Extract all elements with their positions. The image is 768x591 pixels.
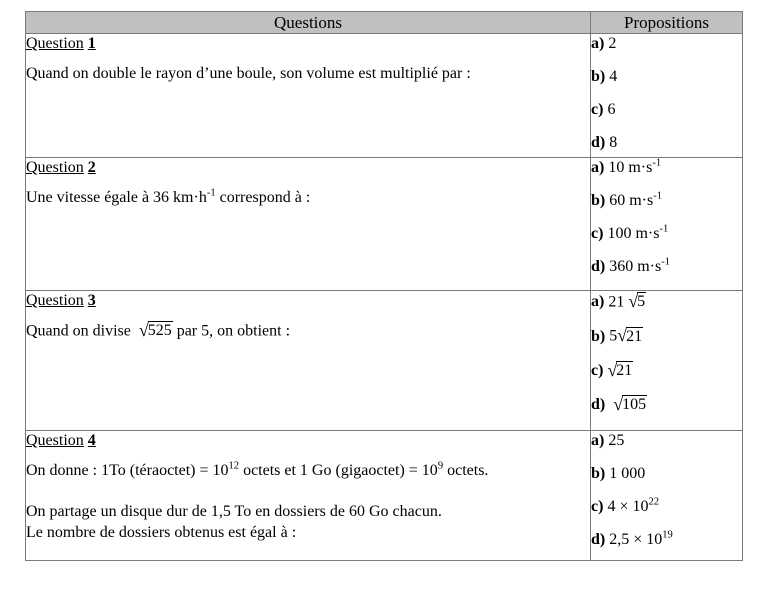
proposition-label: b) bbox=[591, 68, 606, 85]
proposition-item bbox=[591, 34, 742, 54]
proposition-item bbox=[591, 325, 742, 346]
proposition-value: 100 m·s bbox=[607, 225, 660, 242]
radical-sign: √ bbox=[138, 320, 149, 340]
radicand: 21 bbox=[626, 327, 643, 345]
question-text-part: par 5, on obtient : bbox=[176, 322, 291, 340]
question-text-part: correspond à : bbox=[219, 189, 311, 206]
question-cell-1 bbox=[26, 34, 591, 158]
proposition-coefficient: 21 bbox=[608, 293, 625, 311]
propositions-cell-3 bbox=[591, 291, 743, 431]
radical-sign: √ bbox=[607, 359, 618, 380]
question-text-part: Quand on divise bbox=[26, 322, 131, 340]
proposition-item bbox=[591, 158, 742, 178]
table-row bbox=[26, 431, 743, 561]
proposition-value: 4 bbox=[609, 68, 618, 85]
proposition-value: 8 bbox=[609, 134, 618, 151]
proposition-item bbox=[591, 100, 742, 120]
radical-sign: √ bbox=[628, 291, 639, 311]
radicand: 105 bbox=[622, 396, 647, 414]
proposition-item bbox=[591, 360, 742, 381]
question-text-2 bbox=[26, 187, 590, 208]
square-root-expression bbox=[617, 325, 643, 346]
question-cell-4 bbox=[26, 431, 591, 561]
radicand: 525 bbox=[147, 322, 172, 340]
proposition-value: 10 m·s bbox=[608, 159, 653, 176]
proposition-item bbox=[591, 191, 742, 211]
exponent: 12 bbox=[228, 460, 240, 472]
exponent: 22 bbox=[648, 496, 660, 508]
question-text-part: Une vitesse égale à 36 km·h bbox=[26, 189, 207, 206]
header-questions: Questions bbox=[26, 12, 591, 34]
question-text-part: On donne : 1To (téraoctet) = 10 bbox=[26, 462, 229, 479]
proposition-label: c) bbox=[591, 498, 604, 515]
proposition-label: c) bbox=[591, 361, 604, 379]
radical-sign: √ bbox=[617, 325, 628, 346]
proposition-value: 4 × 10 bbox=[607, 498, 649, 515]
proposition-label: c) bbox=[591, 225, 604, 242]
table-body bbox=[26, 34, 743, 561]
exponent: 19 bbox=[662, 529, 673, 541]
question-text-4-line3: Le nombre de dossiers obtenus est égal à : bbox=[26, 524, 297, 541]
question-text-part: octets. bbox=[447, 462, 489, 479]
table-row bbox=[26, 158, 743, 291]
exponent: -1 bbox=[653, 190, 663, 202]
question-number: 1 bbox=[87, 35, 96, 52]
propositions-cell-2 bbox=[591, 158, 743, 291]
question-title-2 bbox=[26, 158, 96, 178]
question-text-1: Quand on double le rayon d’une boule, son volume est multiplié par : bbox=[26, 65, 471, 82]
proposition-label: d) bbox=[591, 258, 606, 275]
proposition-value: 360 m·s bbox=[609, 258, 662, 275]
radical-sign: √ bbox=[613, 393, 624, 414]
question-number: 4 bbox=[87, 432, 96, 449]
question-number: 2 bbox=[87, 159, 96, 176]
propositions-cell-4 bbox=[591, 431, 743, 561]
proposition-item bbox=[591, 497, 742, 517]
proposition-coefficient: 5 bbox=[609, 327, 618, 345]
proposition-value: 6 bbox=[607, 101, 616, 118]
exponent: 9 bbox=[437, 460, 444, 472]
question-title-1 bbox=[26, 34, 96, 54]
proposition-label: d) bbox=[591, 396, 606, 414]
question-text-4-line2: On partage un disque dur de 1,5 To en dossiers de 60 Go chacun. bbox=[26, 503, 442, 520]
question-title-4 bbox=[26, 431, 96, 451]
question-text-3 bbox=[26, 320, 590, 341]
proposition-label: c) bbox=[591, 101, 604, 118]
radicand: 5 bbox=[637, 293, 646, 311]
question-number: 3 bbox=[87, 292, 96, 309]
exponent: -1 bbox=[661, 256, 671, 268]
proposition-value: 2 bbox=[608, 35, 617, 52]
propositions-cell-1 bbox=[591, 34, 743, 158]
proposition-item bbox=[591, 133, 742, 153]
proposition-item bbox=[591, 291, 742, 312]
exponent: -1 bbox=[652, 157, 662, 169]
square-root-expression bbox=[607, 360, 633, 381]
proposition-label: d) bbox=[591, 531, 606, 548]
proposition-label: a) bbox=[591, 35, 605, 52]
proposition-item bbox=[591, 431, 742, 451]
proposition-item bbox=[591, 464, 742, 484]
question-label: Question bbox=[26, 292, 84, 309]
exponent: -1 bbox=[659, 223, 669, 235]
proposition-label: b) bbox=[591, 327, 606, 345]
question-label: Question bbox=[26, 159, 84, 176]
question-cell-3 bbox=[26, 291, 591, 431]
proposition-label: a) bbox=[591, 293, 605, 311]
proposition-item bbox=[591, 224, 742, 244]
proposition-label: b) bbox=[591, 192, 606, 209]
proposition-item bbox=[591, 394, 742, 415]
proposition-item bbox=[591, 67, 742, 87]
proposition-label: b) bbox=[591, 465, 606, 482]
qcm-table bbox=[25, 11, 743, 561]
proposition-value: 25 bbox=[608, 432, 625, 449]
header-row bbox=[26, 12, 743, 34]
table-header bbox=[26, 12, 743, 34]
proposition-label: a) bbox=[591, 432, 605, 449]
table-row bbox=[26, 34, 743, 158]
table-row bbox=[26, 291, 743, 431]
exponent: -1 bbox=[206, 187, 216, 199]
radicand: 21 bbox=[616, 361, 633, 379]
square-root-expression bbox=[628, 291, 646, 312]
proposition-label: a) bbox=[591, 159, 605, 176]
question-cell-2 bbox=[26, 158, 591, 291]
square-root-expression bbox=[139, 320, 173, 341]
question-label: Question bbox=[26, 432, 84, 449]
proposition-item bbox=[591, 257, 742, 277]
proposition-value: 60 m·s bbox=[609, 192, 654, 209]
header-propositions: Propositions bbox=[591, 12, 743, 34]
proposition-label: d) bbox=[591, 134, 606, 151]
proposition-value: 1 000 bbox=[609, 465, 646, 482]
question-text-4-line1 bbox=[26, 460, 590, 481]
square-root-expression bbox=[613, 394, 647, 415]
proposition-item bbox=[591, 530, 742, 550]
proposition-value: 2,5 × 10 bbox=[609, 531, 663, 548]
question-text-part: octets et 1 Go (gigaoctet) = 10 bbox=[243, 462, 438, 479]
question-label: Question bbox=[26, 35, 84, 52]
question-title-3 bbox=[26, 291, 96, 311]
